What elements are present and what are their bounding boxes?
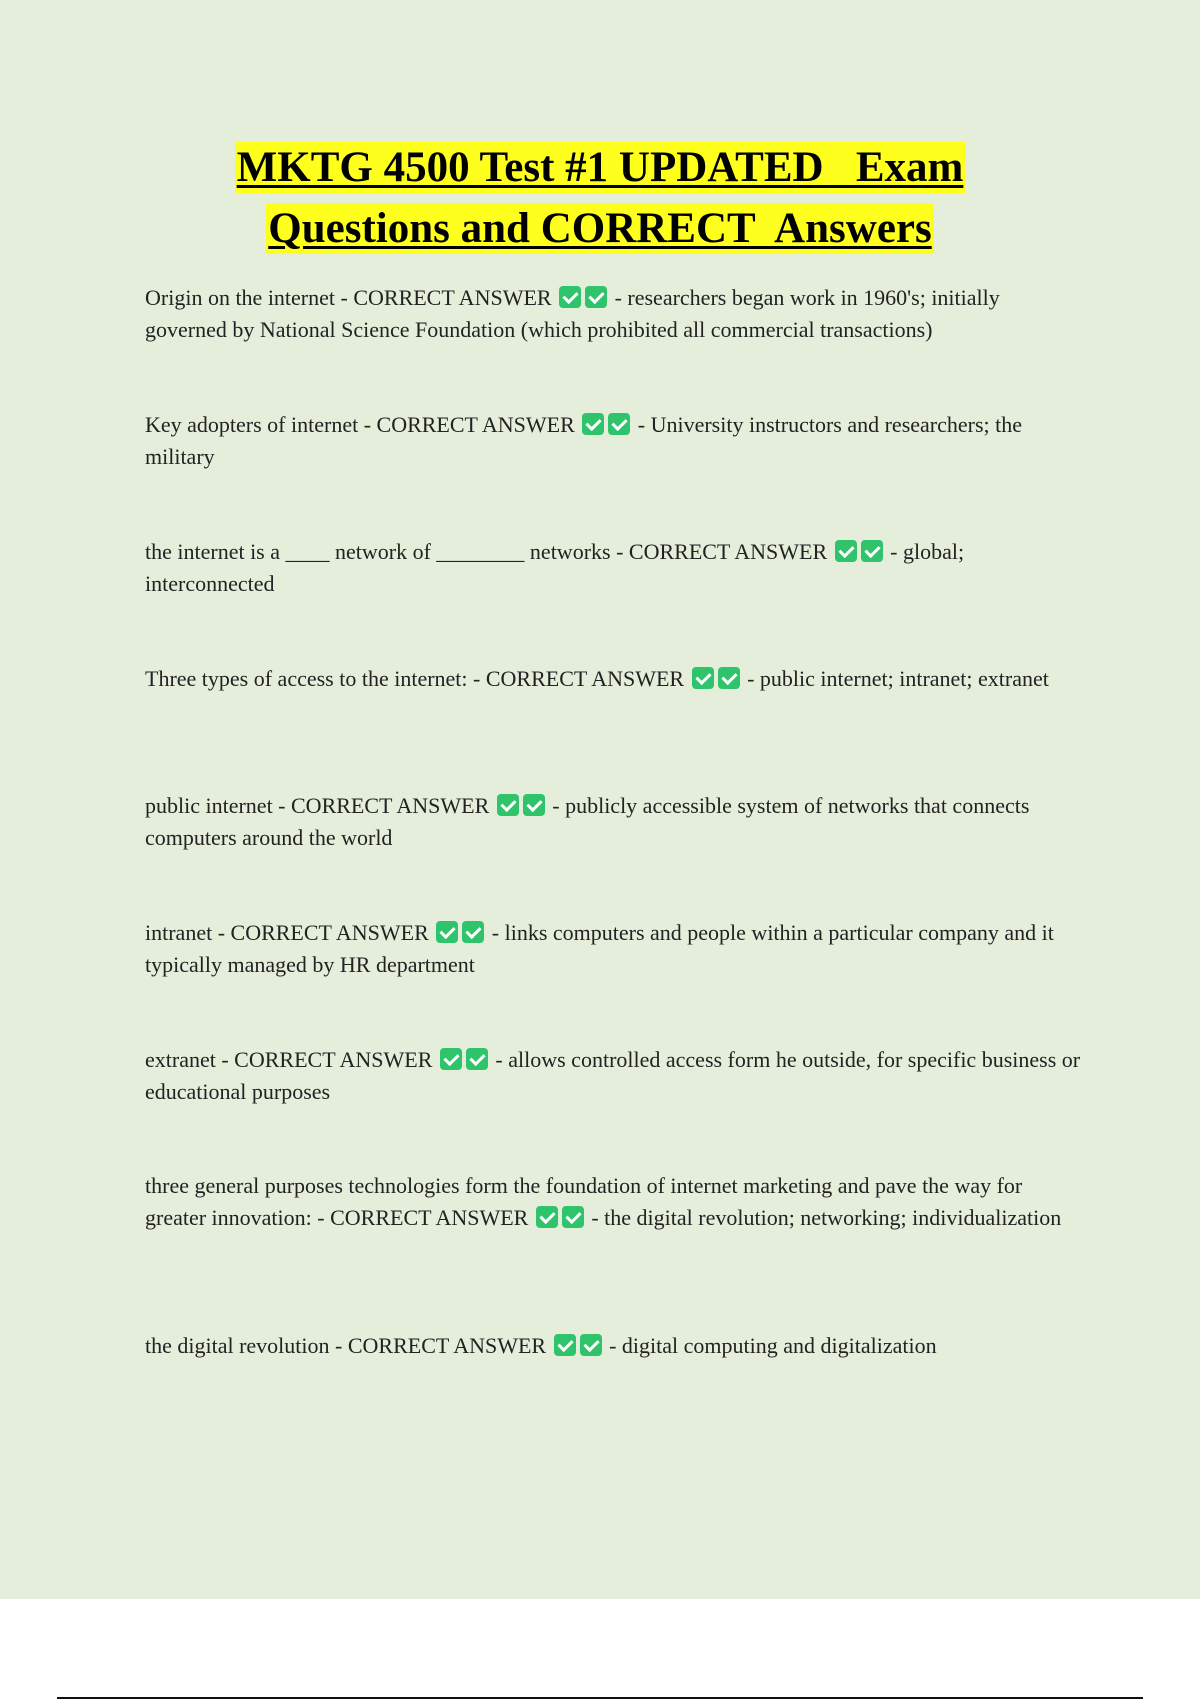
qa-item (145, 282, 1085, 346)
title-line-1: MKTG 4500 Test #1 UPDATED Exam (236, 144, 964, 191)
check-mark-icon (497, 794, 519, 816)
qa-answer: - allows controlled access form he outside, for specific business or educational purposes (145, 1047, 1081, 1104)
check-mark-icon (462, 921, 484, 943)
qa-question: the digital revolution - CORRECT ANSWER (145, 1333, 547, 1358)
qa-item (145, 663, 1085, 695)
qa-item (145, 790, 1085, 854)
qa-item (145, 1044, 1085, 1108)
qa-answer: - public internet; intranet; extranet (747, 666, 1049, 691)
check-mark-icon (436, 921, 458, 943)
qa-question: Key adopters of internet - CORRECT ANSWER (145, 412, 575, 437)
check-mark-icon (536, 1206, 558, 1228)
qa-question: intranet - CORRECT ANSWER (145, 920, 429, 945)
qa-question: public internet - CORRECT ANSWER (145, 793, 490, 818)
check-mark-icon (608, 413, 630, 435)
qa-item (145, 536, 1085, 600)
check-mark-icon (692, 667, 714, 689)
qa-answer: - the digital revolution; networking; individualization (591, 1205, 1062, 1230)
qa-question: Origin on the internet - CORRECT ANSWER (145, 285, 552, 310)
check-mark-icon (580, 1334, 602, 1356)
qa-question: Three types of access to the internet: - CORRECT ANSWER (145, 666, 685, 691)
check-mark-icon (562, 1206, 584, 1228)
qa-question: three general purposes technologies form the foundation of internet marketing and pave the way for greater innovation: - CORRECT ANSWER (145, 1173, 1023, 1230)
qa-answer: - researchers began work in 1960's; initially governed by National Science Foundation (which prohibited all commercial transactions) (145, 285, 1000, 342)
check-mark-icon (718, 667, 740, 689)
document-title (0, 142, 1200, 264)
check-mark-icon (523, 794, 545, 816)
qa-answer: - publicly accessible system of networks that connects computers around the world (145, 793, 1030, 850)
qa-question: extranet - CORRECT ANSWER (145, 1047, 433, 1072)
check-mark-icon (582, 413, 604, 435)
check-mark-icon (440, 1048, 462, 1070)
check-mark-icon (861, 540, 883, 562)
check-mark-icon (466, 1048, 488, 1070)
check-mark-icon (585, 286, 607, 308)
footer-rule (57, 1697, 1143, 1699)
qa-answer: - University instructors and researchers; the military (145, 412, 1023, 469)
check-mark-icon (559, 286, 581, 308)
qa-answer: - digital computing and digitalization (609, 1333, 937, 1358)
qa-item (145, 1330, 1085, 1362)
qa-item (145, 1170, 1085, 1234)
qa-item (145, 409, 1085, 473)
check-mark-icon (554, 1334, 576, 1356)
qa-item (145, 917, 1085, 981)
qa-answer: - global; interconnected (145, 539, 965, 596)
qa-question: the internet is a ____ network of ________ networks - CORRECT ANSWER (145, 539, 828, 564)
check-mark-icon (835, 540, 857, 562)
title-line-2: Questions and CORRECT Answers (268, 205, 932, 252)
qa-answer: - links computers and people within a particular company and it typically managed by HR department (145, 920, 1054, 977)
